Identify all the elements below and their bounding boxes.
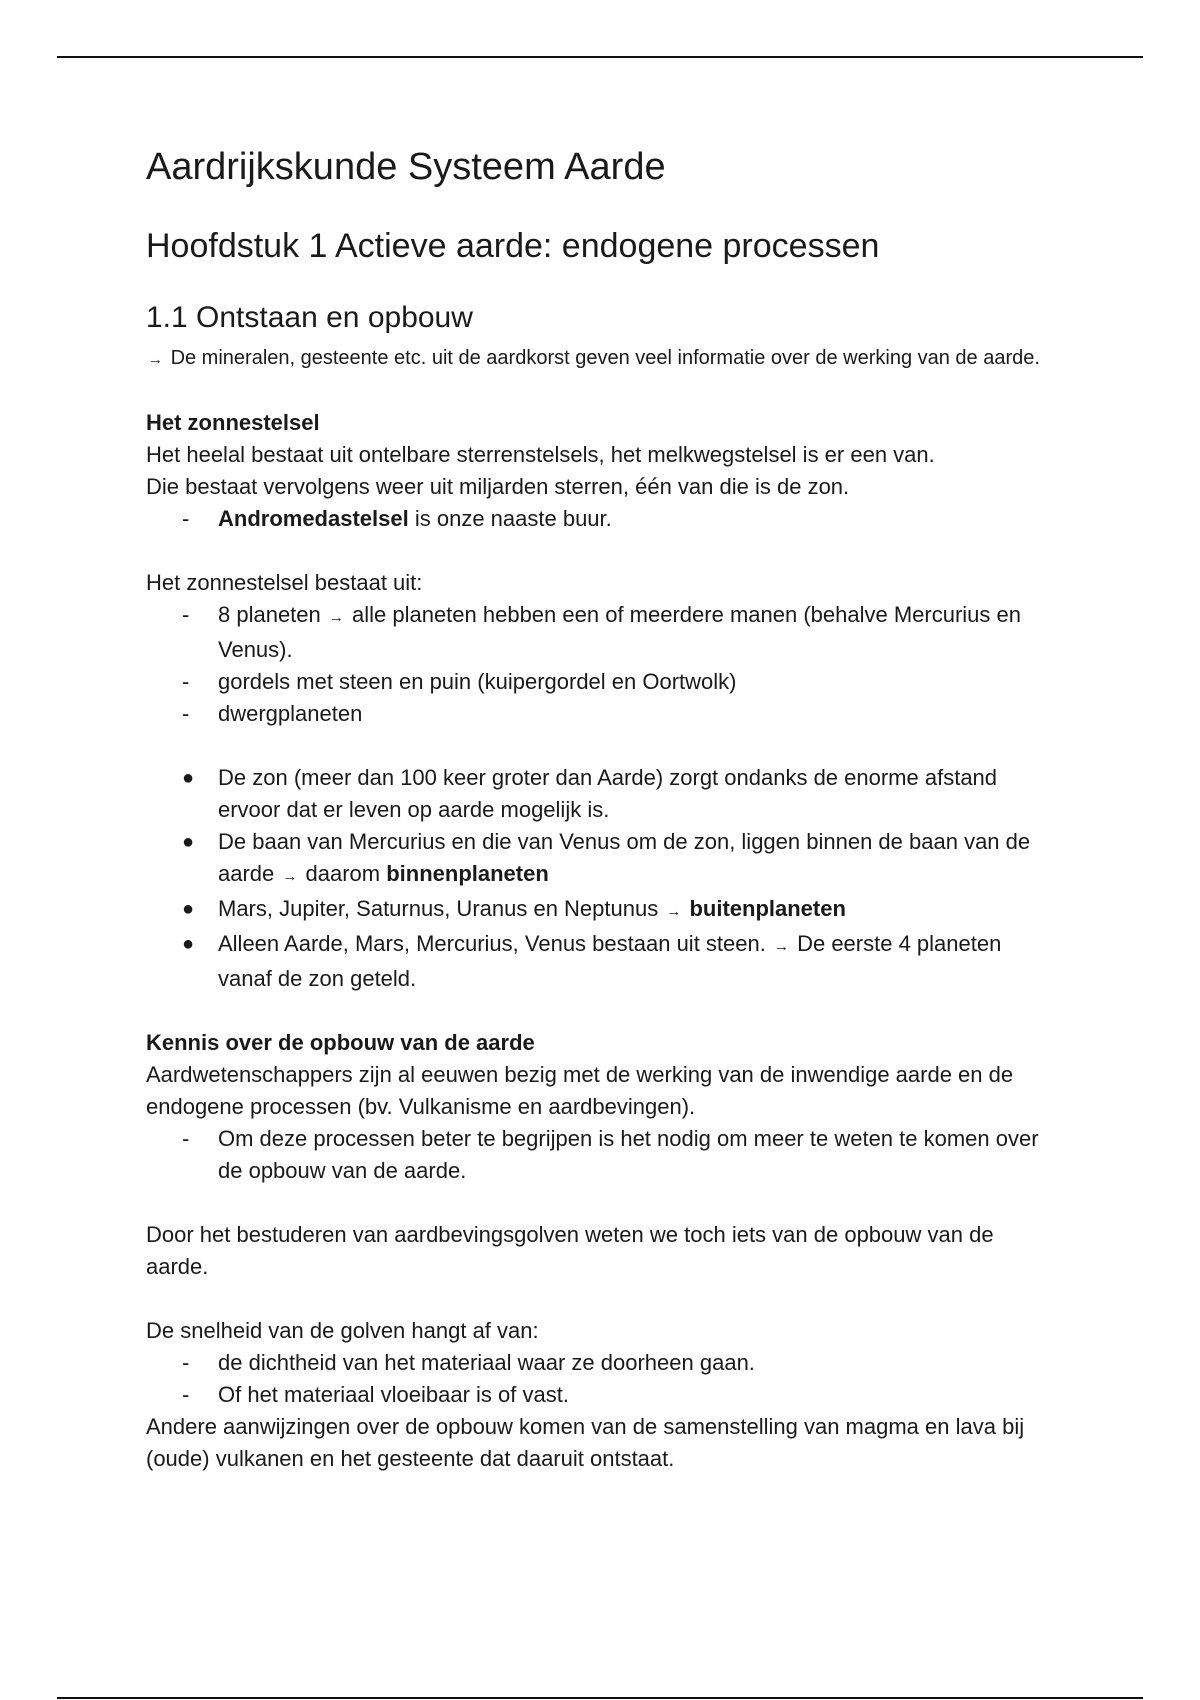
bestaat-uit-list xyxy=(146,599,1061,730)
item-text: Om deze processen beter te begrijpen is het nodig om meer te weten te komen over de opbouw van de aarde. xyxy=(218,1126,1039,1183)
item-text: alle planeten hebben een of meerdere manen (behalve Mercurius en Venus). xyxy=(218,602,1021,662)
dash-marker: - xyxy=(182,1382,190,1407)
list-item xyxy=(146,599,1061,666)
item-text: De zon (meer dan 100 keer groter dan Aarde) zorgt ondanks de enorme afstand ervoor dat er leven op aarde mogelijk is. xyxy=(218,765,998,822)
bestaat-uit-lead: Het zonnestelsel bestaat uit: xyxy=(146,570,423,595)
buitenplaneten-term: buitenplaneten xyxy=(689,896,846,921)
kennis-text: Aardwetenschappers zijn al eeuwen bezig met de werking van de inwendige aarde en de endogene processen (bv. Vulkanisme en aardbevingen). xyxy=(146,1062,1014,1119)
bullet-dot-icon: ● xyxy=(182,933,195,955)
item-text: De eerste 4 planeten vanaf de zon geteld. xyxy=(218,931,1002,991)
item-text: Mars, Jupiter, Saturnus, Uranus en Neptunus xyxy=(218,896,665,921)
zonnestelsel-list xyxy=(146,503,1061,535)
intro-text: De mineralen, gesteente etc. uit de aardkorst geven veel informatie over de werking van de aarde. xyxy=(170,347,1040,369)
spacer xyxy=(146,1283,1061,1315)
item-text: Of het materiaal vloeibaar is of vast. xyxy=(218,1382,569,1407)
andromeda-text: is onze naaste buur. xyxy=(408,506,612,531)
item-text: gordels met steen en puin (kuipergordel en Oortwolk) xyxy=(218,669,737,694)
bullet-dot-icon: ● xyxy=(182,831,195,853)
intro-paragraph xyxy=(146,343,1061,375)
bullet-dot-icon: ● xyxy=(182,898,195,920)
document-body xyxy=(146,140,1061,1475)
snelheid-list xyxy=(146,1347,1061,1411)
arrow-icon: → xyxy=(773,938,789,955)
andromeda-term: Andromedastelsel xyxy=(218,506,409,531)
bottom-rule xyxy=(57,1697,1143,1699)
spacer xyxy=(146,535,1061,567)
list-item xyxy=(146,928,1061,995)
item-text: 8 planeten xyxy=(218,602,327,627)
document-title: Aardrijkskunde Systeem Aarde xyxy=(146,146,666,188)
arrow-icon: → xyxy=(148,351,163,368)
planet-facts-list xyxy=(146,762,1061,995)
top-rule xyxy=(57,56,1143,58)
arrow-icon: → xyxy=(666,903,682,920)
snelheid-lead: De snelheid van de golven hangt af van: xyxy=(146,1318,539,1343)
spacer xyxy=(146,1187,1061,1219)
dash-marker: - xyxy=(182,1350,190,1375)
spacer xyxy=(146,375,1061,407)
arrow-icon: → xyxy=(328,609,344,626)
section-heading: 1.1 Ontstaan en opbouw xyxy=(146,301,473,334)
binnenplaneten-term: binnenplaneten xyxy=(386,861,549,886)
list-item xyxy=(146,1123,1061,1187)
list-item xyxy=(146,1379,1061,1411)
item-text: daarom xyxy=(299,861,387,886)
list-item xyxy=(146,893,1061,928)
dash-marker: - xyxy=(182,669,190,694)
arrow-icon: → xyxy=(282,868,298,885)
list-item xyxy=(146,698,1061,730)
list-item xyxy=(146,503,1061,535)
kennis-list xyxy=(146,1123,1061,1187)
snelheid-outro: Andere aanwijzingen over de opbouw komen van de samenstelling van magma en lava bij (oude) vulkanen en het gesteente dat daaruit ontstaat. xyxy=(146,1414,1025,1471)
item-text: De baan van Mercurius en die van Venus om de zon, liggen binnen de baan van de aarde xyxy=(218,829,1031,886)
item-text: Alleen Aarde, Mars, Mercurius, Venus bestaan uit steen. xyxy=(218,931,772,956)
dash-marker: - xyxy=(182,506,190,531)
golven-paragraph: Door het bestuderen van aardbevingsgolven weten we toch iets van de opbouw van de aarde. xyxy=(146,1222,994,1279)
dash-marker: - xyxy=(182,1126,190,1151)
item-text: de dichtheid van het materiaal waar ze doorheen gaan. xyxy=(218,1350,755,1375)
zonnestelsel-line-1: Het heelal bestaat uit ontelbare sterrenstelsels, het melkwegstelsel is er een van. xyxy=(146,442,935,467)
kennis-heading: Kennis over de opbouw van de aarde xyxy=(146,1030,535,1055)
chapter-heading: Hoofdstuk 1 Actieve aarde: endogene processen xyxy=(146,227,880,265)
list-item xyxy=(146,826,1061,893)
dash-marker: - xyxy=(182,701,190,726)
list-item xyxy=(146,762,1061,826)
spacer xyxy=(146,730,1061,762)
item-text: dwergplaneten xyxy=(218,701,363,726)
list-item xyxy=(146,666,1061,698)
bullet-dot-icon: ● xyxy=(182,767,195,789)
dash-marker: - xyxy=(182,602,190,627)
zonnestelsel-line-2: Die bestaat vervolgens weer uit miljarden sterren, één van die is de zon. xyxy=(146,474,850,499)
list-item xyxy=(146,1347,1061,1379)
spacer xyxy=(146,995,1061,1027)
zonnestelsel-heading: Het zonnestelsel xyxy=(146,410,320,435)
